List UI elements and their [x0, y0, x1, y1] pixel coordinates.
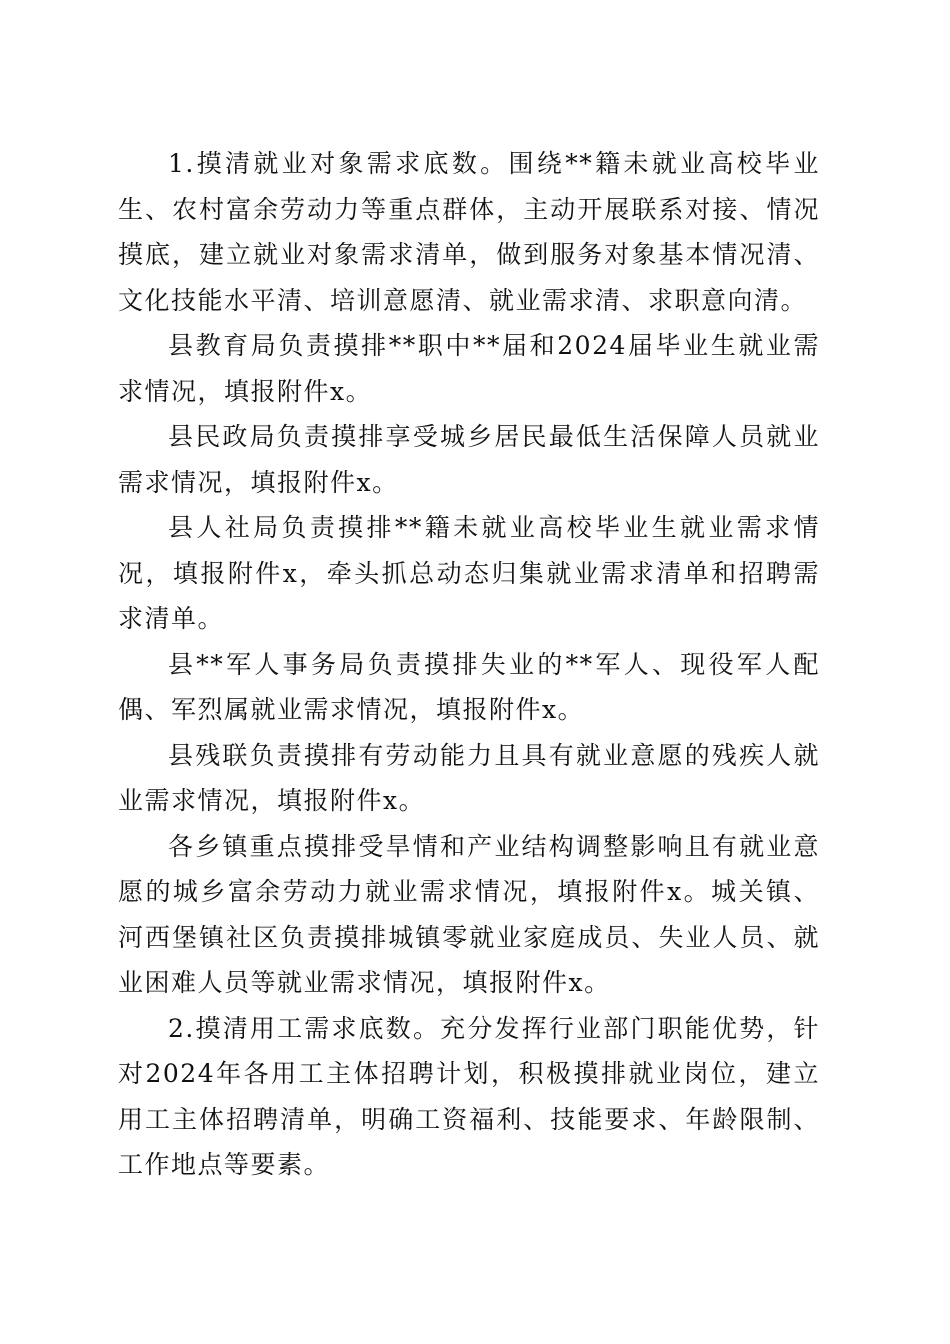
paragraph-veterans-affairs-bureau: 县**军人事务局负责摸排失业的**军人、现役军人配偶、军烈属就业需求情况，填报附件x。 [118, 649, 820, 724]
paragraph-employer-demand: 2.摸清用工需求底数。充分发挥行业部门职能优势，针对2024年各用工主体招聘计划，积极摸排就业岗位，建立用工主体招聘清单，明确工资福利、技能要求、年龄限制、工作地点等要素。 [118, 1013, 820, 1179]
document-body [118, 141, 820, 1188]
paragraph-disabled-federation: 县残联负责摸排有劳动能力且具有就业意愿的残疾人就业需求情况，填报附件x。 [118, 740, 820, 815]
paragraph-employment-demand: 1.摸清就业对象需求底数。围绕**籍未就业高校毕业生、农村富余劳动力等重点群体，主动开展联系对接、情况摸底，建立就业对象需求清单，做到服务对象基本情况清、文化技能水平清、培训意愿清、就业需求清、求职意向清。 [118, 149, 820, 315]
paragraph-education-bureau: 县教育局负责摸排**职中**届和2024届毕业生就业需求情况，填报附件x。 [118, 331, 820, 406]
paragraph-civil-affairs-bureau: 县民政局负责摸排享受城乡居民最低生活保障人员就业需求情况，填报附件x。 [118, 422, 820, 497]
paragraph-townships: 各乡镇重点摸排受旱情和产业结构调整影响且有就业意愿的城乡富余劳动力就业需求情况，填报附件x。城关镇、河西堡镇社区负责摸排城镇零就业家庭成员、失业人员、就业困难人员等就业需求情况，填报附件x。 [118, 831, 820, 997]
paragraph-human-resources-bureau: 县人社局负责摸排**籍未就业高校毕业生就业需求情况，填报附件x，牵头抓总动态归集就业需求清单和招聘需求清单。 [118, 513, 820, 633]
